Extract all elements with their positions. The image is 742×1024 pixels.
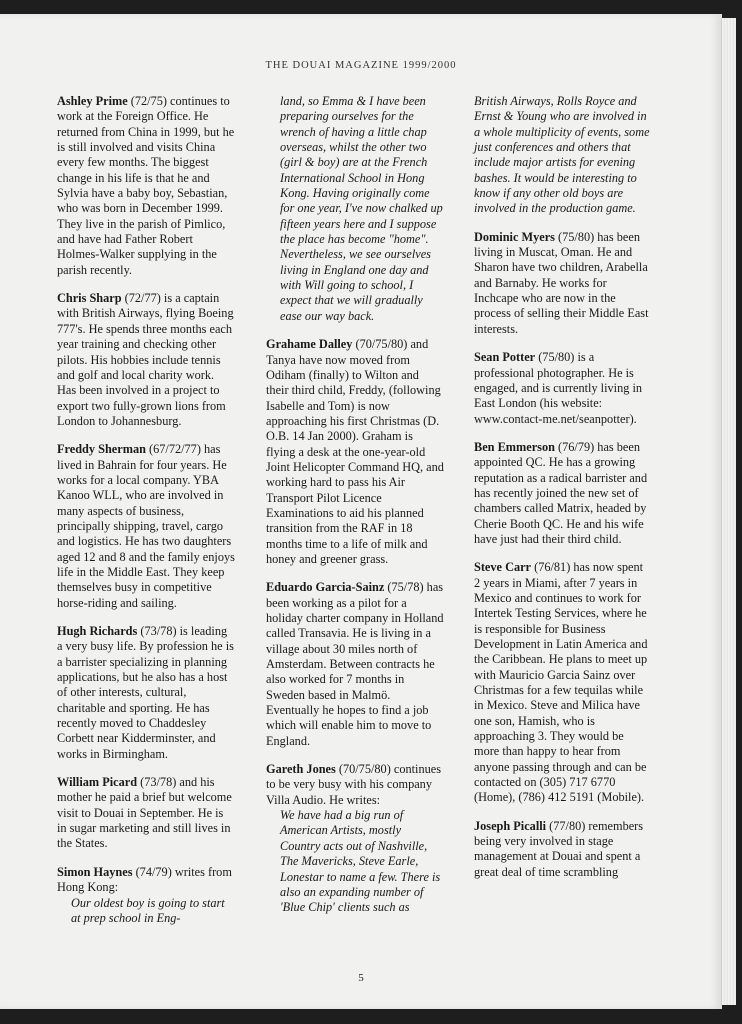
entry-text: (72/75) continues to work at the Foreign Office. He returned from China in 1999, but he is still involved and visits China every few months. The biggest change in his life is that he and Sylvia have a baby boy, Sebastian, who was born in December 1999. They live in the parish of Pimlico, and have had Father Robert Holmes-Walker supplying in the parish recently. xyxy=(57,94,235,277)
entry xyxy=(266,580,444,749)
entry-text: (77/80) remembers being very involved in stage management at Douai and spent a great deal of time scrambling xyxy=(474,818,644,879)
entry-name: Gareth Jones xyxy=(266,762,336,777)
entry-name: Hugh Richards xyxy=(57,624,138,638)
entry-text: (73/78) and his mother he paid a brief but welcome visit to Douai in September. He is in sugar marketing and still lives in the States. xyxy=(57,775,232,851)
entry-name: Ben Emmerson xyxy=(474,439,555,454)
entry-text: (72/77) is a captain with British Airways, flying Boeing 777's. He spends three months each year training and checking other pilots. His hobbies include tennis and golf and local charity work. Has been involved in a project to export two fully-grown lions from London to Johannesburg. xyxy=(57,291,234,428)
entry-name: Simon Haynes xyxy=(57,864,133,879)
entry xyxy=(266,762,444,915)
entry-text: (75/80) has been living in Muscat, Oman. He and Sharon have two children, Arabella and Barnaby. He works for Inchcape who are now in the process of selling their Middle East interests. xyxy=(474,229,649,336)
entry-text: (76/79) has been appointed QC. He has a growing reputation as a radical barrister and has recently joined the new set of chambers called Matrix, headed by Cherie Booth QC. He and his wife have just had their third child. xyxy=(474,439,648,546)
entry-name: Grahame Dalley xyxy=(266,337,353,352)
column-middle xyxy=(266,94,444,929)
entry-quote: land, so Emma & I have been preparing ourselves for the wrench of having a little chap overseas, whilst the other two (girl & boy) are at the French International School in Hong Kong. Having originally come for one year, I've now chalked up fifteen years here and I suppose the place has become "home". Nevertheless, we see ourselves living in England one day and with Will going to school, I expect that we will gradually ease our way back. xyxy=(280,94,443,323)
entry xyxy=(57,865,235,926)
entry-quote: Our oldest boy is going to start at prep school in Eng- xyxy=(71,895,225,925)
entry xyxy=(474,350,652,427)
column-right xyxy=(474,94,652,893)
entry-text: (73/78) is leading a very busy life. By profession he is a barrister specializing in planning applications, but he also has a host of other interests, cultural, charitable and sporting. He has recently moved to Chaddesley Corbett near Kidderminster, and works in Birmingham. xyxy=(57,624,234,761)
entry-text: (75/78) has been working as a pilot for a holiday charter company in Holland called Transavia. He is living in a village about 30 miles north of Amsterdam. Between contracts he also worked for 7 months in Sweden based in Malmö. Eventually he hopes to find a job which will enable him to move to England. xyxy=(266,580,444,748)
page-number: 5 xyxy=(358,972,364,984)
entry-text: (67/72/77) has lived in Bahrain for four years. He works for a local company. YBA Kanoo WLL, who are involved in many aspects of business, principally shipping, travel, cargo and logistics. He has two daughters aged 12 and 8 and the family enjoys life in the Middle East. They keep themselves busy in competitive horse-riding and sailing. xyxy=(57,442,235,610)
entry-text: (70/75/80) continues to be very busy with his company Villa Audio. He writes: xyxy=(266,762,441,807)
page-stack-edge xyxy=(721,18,736,1005)
entry-name: Freddy Sherman xyxy=(57,442,146,457)
entry-quote: We have had a big run of American Artists, mostly Country acts out of Nashville, The Mavericks, Steve Earle, Lonestar to name a few. There is also an expanding number of 'Blue Chip' clients such as xyxy=(280,808,441,915)
entry xyxy=(474,230,652,337)
entry-name: William Picard xyxy=(57,775,138,790)
entry xyxy=(474,819,652,880)
entry xyxy=(57,94,235,278)
entry-name: Joseph Picalli xyxy=(474,818,547,833)
entry xyxy=(474,560,652,806)
entry xyxy=(266,337,444,567)
entry xyxy=(474,440,652,547)
entry-text: (70/75/80) and Tanya have now moved from Odiham (finally) to Wilton and their third child, Freddy, (following Isabelle and Tom) is now approaching his first Christmas (D. O.B. 14 Jan 2000). Graham is flying a desk at the one-year-old Joint Helicopter Command HQ, and working hard to pass his Air Transport Pilot Licence Examinations to aid his planned transition from the RAF in 18 months time to a life of milk and honey and greener grass. xyxy=(266,337,444,566)
entry xyxy=(57,775,235,852)
entry-name: Dominic Myers xyxy=(474,229,555,244)
entry-name: Ashley Prime xyxy=(57,94,128,108)
entry-text: (75/80) is a professional photographer. He is engaged, and is currently living in East London (his website: www.contact-me.net/seanpotter). xyxy=(474,350,643,426)
entry xyxy=(266,94,444,324)
entry-name: Chris Sharp xyxy=(57,291,122,306)
entry xyxy=(57,624,235,762)
entry xyxy=(474,94,652,217)
column-left xyxy=(57,94,235,939)
entry-quote: British Airways, Rolls Royce and Ernst & Young who are involved in a whole multiplicity of events, some just conferences and others that include major artists for evening bashes. It would be interesting to know if any other old boys are involved in the production game. xyxy=(474,94,650,216)
running-header: THE DOUAI MAGAZINE 1999/2000 xyxy=(265,60,457,71)
entry-name: Sean Potter xyxy=(474,350,536,365)
entry-text: (74/79) writes from Hong Kong: xyxy=(57,864,232,895)
magazine-page xyxy=(0,14,722,1009)
entry-text: (76/81) has now spent 2 years in Miami, after 7 years in Mexico and continues to work for Intertek Testing Services, where he is responsible for Business Development in Latin America and the Caribbean. He plans to meet up with Mauricio Garcia Sainz over Christmas for a few tequilas while in Mexico. Steve and Milica have one son, Hamish, who is approaching 3. They would be more than happy to hear from anyone passing through and can be contacted on (305) 717 6770 (Home), (786) 412 5191 (Mobile). xyxy=(474,560,648,805)
entry xyxy=(57,442,235,611)
entry xyxy=(57,291,235,429)
entry-name: Eduardo Garcia-Sainz xyxy=(266,580,385,595)
entry-name: Steve Carr xyxy=(474,560,532,575)
